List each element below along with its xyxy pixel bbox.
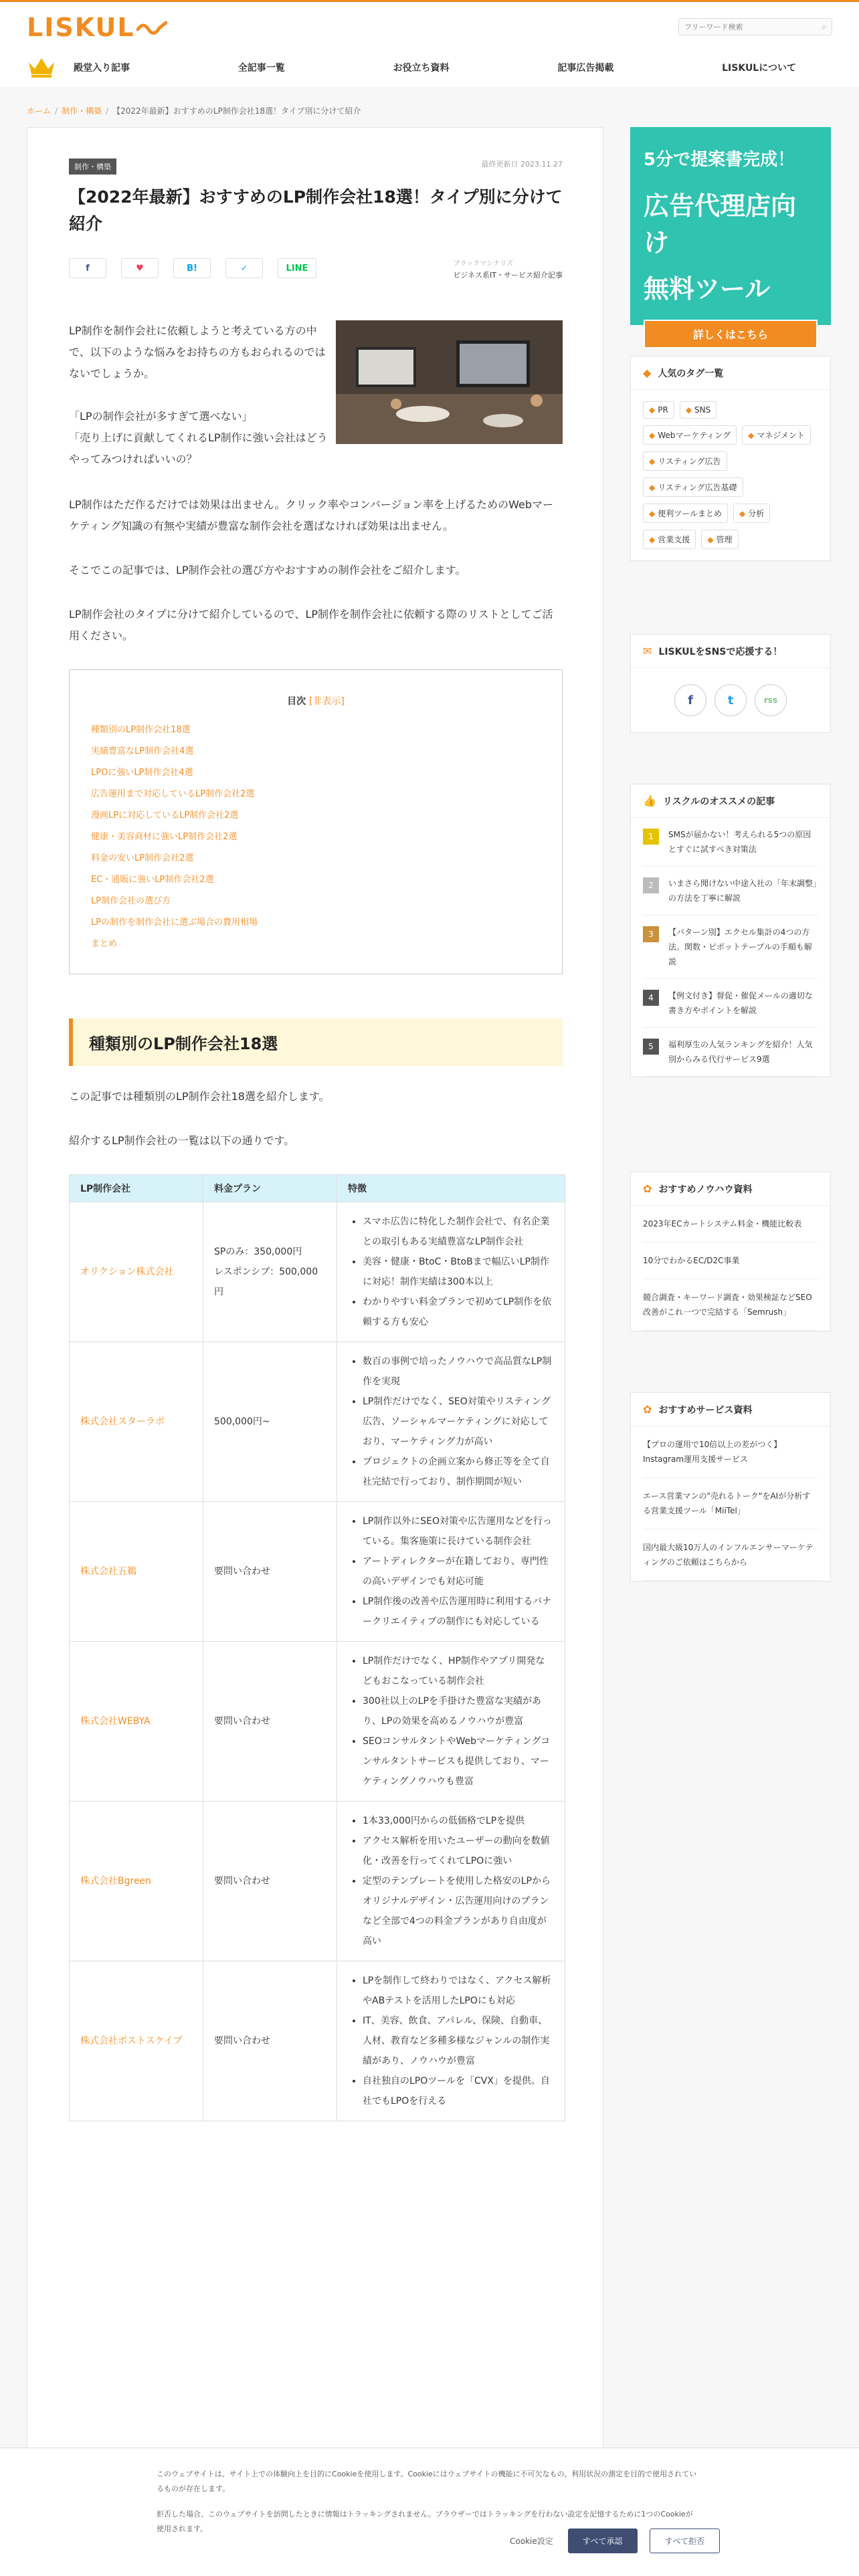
feature-item: • 自社独自のLPOツールを「CVX」を提供。自社でもLPOを行える xyxy=(363,2071,554,2111)
knowhow-link[interactable]: 競合調査・キーワード調査・効果検証などSEO改善がこれ一つで完結する「Semrush」 xyxy=(643,1279,818,1331)
rank-number: 4 xyxy=(643,990,659,1006)
thumbs-up-icon: 👍 xyxy=(643,794,656,807)
feature-item: • LP制作だけでなく、SEO対策やリスティング広告、ソーシャルマーケティングに対応しており、マーケティング力が高い xyxy=(363,1392,554,1452)
intro xyxy=(69,320,563,492)
toc-item[interactable]: EC・通販に強いLP制作会社2選 xyxy=(91,875,214,885)
features-cell xyxy=(337,1502,565,1642)
nav-item-about[interactable]: LISKULについて xyxy=(722,63,796,74)
ranking-title: 【パターン別】エクセル集計の4つの方法。関数・ピボットテーブルの手順も解説 xyxy=(668,928,812,966)
ranking-item[interactable] xyxy=(643,1028,818,1077)
toc-item[interactable]: 実績豊富なLP制作会社4選 xyxy=(91,746,194,756)
feature-item: • LPを制作して終わりではなく、アクセス解析やABテストを活用したLPOにも対応 xyxy=(363,1971,554,2011)
rank-number: 2 xyxy=(643,877,659,893)
toc-item[interactable]: LPOに強いLP制作会社4選 xyxy=(91,768,193,778)
company-comparison-table xyxy=(69,1174,565,2121)
tag-label: PR xyxy=(658,405,668,415)
author-sub: ブラックマシナリズ xyxy=(453,260,513,267)
search-icon[interactable]: ⌕ xyxy=(822,21,826,31)
section-text xyxy=(69,1086,563,1152)
widget-title: LISKULをSNSで応援する！ xyxy=(658,646,783,657)
author-info xyxy=(453,257,563,280)
global-nav xyxy=(0,54,859,81)
cookie-settings-link[interactable]: Cookie設定 xyxy=(510,2537,553,2546)
tag-icon: ◆ xyxy=(649,509,656,518)
table-header: LP制作会社 xyxy=(70,1175,203,1202)
nav-item-ad-placement[interactable]: 記事広告掲載 xyxy=(557,63,614,74)
toc-item[interactable]: 種類別のLP制作会社18選 xyxy=(91,725,191,735)
toc-item[interactable]: まとめ xyxy=(91,939,118,949)
author-name[interactable]: ビジネス系IT・サービス紹介記事 xyxy=(453,271,563,280)
body-paragraph: そこでこの記事では、LP制作会社の選び方やおすすめの制作会社をご紹介します。 xyxy=(69,564,466,576)
breadcrumb-current: 【2022年最新】おすすめのLP制作会社18選！タイプ別に分けて紹介 xyxy=(112,106,361,116)
tag-label: 営業支援 xyxy=(658,535,690,544)
tag-label: SNS xyxy=(694,405,711,415)
rank-number: 3 xyxy=(643,926,659,942)
table-header-row xyxy=(70,1175,565,1202)
tag-link[interactable] xyxy=(680,401,717,419)
feature-item: • LP制作後の改善や広告運用時に利用するバナークリエイティブの制作にも対応している xyxy=(363,1592,554,1632)
search-input[interactable] xyxy=(684,23,812,31)
widget-title: おすすめノウハウ資料 xyxy=(658,1184,753,1195)
tag-icon: ◆ xyxy=(649,483,656,492)
ranking-title: SMSが届かない！考えられる5つの原因とすぐに試すべき対策法 xyxy=(668,830,812,854)
tag-link[interactable] xyxy=(643,504,728,523)
ranking-title: 【例文付き】督促・催促メールの適切な書き方やポイントを解説 xyxy=(668,991,813,1015)
toc-item[interactable]: LP制作会社の選び方 xyxy=(91,896,171,906)
mail-icon: ✉ xyxy=(643,645,652,657)
logo-wave-icon xyxy=(136,17,167,37)
feature-item: • 数百の事例で培ったノウハウで高品質なLP制作を実現 xyxy=(363,1352,554,1392)
tag-label: Webマーケティング xyxy=(658,431,731,440)
tag-icon: ◆ xyxy=(649,431,656,440)
feature-item: • 美容・健康・BtoC・BtoBまで幅広いLP制作に対応！制作実績は300本以上 xyxy=(363,1252,554,1292)
tag-label: 管理 xyxy=(716,535,733,544)
tag-label: リスティング広告 xyxy=(658,457,721,466)
tag-icon: ◆ xyxy=(747,431,755,440)
body-paragraph: LP制作会社のタイプに分けて紹介しているので、LP制作を制作会社に依頼する際のリストとしてご活用ください。 xyxy=(69,608,553,642)
widget-heading xyxy=(631,356,830,390)
service-widget xyxy=(630,1392,831,1582)
tag-label: 便利ツールまとめ xyxy=(658,509,722,518)
tag-icon: ◆ xyxy=(649,457,656,466)
price-cell: 要問い合わせ xyxy=(203,1961,337,2121)
widget-title: リスクルのオススメの記事 xyxy=(662,796,775,807)
tag-link[interactable] xyxy=(643,401,674,419)
tag-icon: ◆ xyxy=(643,366,652,379)
toc-item[interactable]: 健康・美容商材に強いLP制作会社2選 xyxy=(91,832,237,842)
price-cell: 500,000円~ xyxy=(203,1342,337,1502)
feature-item: • アクセス解析を用いたユーザーの動向を数値化・改善を行ってくれてLPOに強い xyxy=(363,1831,554,1871)
table-of-contents xyxy=(69,669,563,974)
ad-line3: 無料ツール xyxy=(644,274,771,304)
logo-text: LISKUL xyxy=(27,13,135,42)
cookie-text: 拒否した場合、このウェブサイトを訪問したときに情報はトラッキングされません。ブラウザーではトラッキングを行わない設定を記憶するために1つのCookieが使用されます。 xyxy=(157,2510,693,2533)
section-paragraph: 紹介するLP制作会社の一覧は以下の通りです。 xyxy=(69,1134,295,1147)
rss-icon[interactable]: rss xyxy=(755,684,787,716)
table-row xyxy=(70,1802,565,1961)
tag-link[interactable] xyxy=(733,504,770,523)
tag-icon: ◆ xyxy=(739,509,746,518)
feature-item: • 1本33,000円からの低価格でLPを提供 xyxy=(363,1811,554,1831)
features-cell xyxy=(337,1802,565,1961)
updated-date: 最終更新日 2023.11.27 xyxy=(481,160,563,169)
company-name-link[interactable]: 株式会社スターラボ xyxy=(70,1342,203,1502)
widget-heading xyxy=(631,635,830,668)
tag-label: 分析 xyxy=(748,509,765,518)
toc-item[interactable]: 漫画LPに対応しているLP制作会社2選 xyxy=(91,811,239,821)
table-header: 特徴 xyxy=(337,1175,565,1202)
company-name-link[interactable]: オリクション株式会社 xyxy=(70,1202,203,1342)
cookie-banner xyxy=(0,2448,859,2576)
widget-heading xyxy=(631,784,830,818)
tag-link[interactable] xyxy=(643,451,727,471)
share-hatena-button[interactable]: B! xyxy=(173,258,211,278)
share-facebook-button[interactable]: f xyxy=(69,258,106,278)
widget-heading xyxy=(631,1393,830,1426)
search-box xyxy=(678,18,832,35)
features-cell xyxy=(337,1961,565,2121)
category-badge[interactable]: 制作・構築 xyxy=(69,158,116,175)
features-cell xyxy=(337,1342,565,1502)
tag-icon: ◆ xyxy=(685,405,692,415)
company-name-link[interactable]: 株式会社WEBYA xyxy=(70,1642,203,1802)
share-line-button[interactable]: LINE xyxy=(278,258,316,278)
sns-widget xyxy=(630,634,831,733)
service-link[interactable]: 国内最大級10万人のインフルエンサーマーケティングのご依頼はこちらから xyxy=(643,1529,818,1581)
company-name-link[interactable]: 株式会社Bgreen xyxy=(70,1802,203,1961)
feature-item: • アートディレクターが在籍しており、専門性の高いデザインでも対応可能 xyxy=(363,1551,554,1592)
site-logo[interactable] xyxy=(27,13,167,42)
ranking-item[interactable] xyxy=(643,916,818,979)
tag-icon: ◆ xyxy=(649,535,656,544)
intro-paragraph: LP制作を制作会社に依頼しようと考えている方の中で、以下のような悩みをお持ちの方もおられるのではないでしょうか。 xyxy=(69,324,326,380)
ranking-item[interactable] xyxy=(643,979,818,1028)
toc-item[interactable]: LPの制作を制作会社に選ぶ場合の費用相場 xyxy=(91,918,258,928)
ranking-item[interactable] xyxy=(643,818,818,867)
share-twitter-button[interactable]: ✓ xyxy=(225,258,263,278)
cookie-text: このウェブサイトは、サイト上での体験向上を目的にCookieを使用します。Cookieにはウェブサイトの機能に不可欠なもの、利用状況の測定を目的で使用されているものが存在します。 xyxy=(157,2470,697,2493)
toc-item[interactable]: 広告運用まで対応しているLP制作会社2選 xyxy=(91,789,255,799)
article-hero-image xyxy=(336,320,563,444)
article xyxy=(27,127,603,2535)
tag-link[interactable] xyxy=(643,425,737,445)
table-row xyxy=(70,1202,565,1342)
nav-item-resources[interactable]: お役立ち資料 xyxy=(393,63,450,74)
price-cell: 要問い合わせ xyxy=(203,1802,337,1961)
table-row xyxy=(70,1502,565,1642)
table-header: 料金プラン xyxy=(203,1175,337,1202)
widget-title: 人気のタグ一覧 xyxy=(658,368,724,379)
knowhow-link[interactable]: 2023年ECカートシステム料金・機能比較表 xyxy=(643,1206,818,1243)
page-title: 【2022年最新】おすすめのLP制作会社18選！タイプ別に分けて紹介 xyxy=(69,187,563,233)
toc-title: 目次 xyxy=(287,696,306,707)
tag-link[interactable] xyxy=(742,425,811,445)
feature-item: • 定型のテンプレートを使用した格安のLPからオリジナルデザイン・広告運用向けのプランなど全部で4つの料金プランがあり自由度が高い xyxy=(363,1871,554,1951)
nav-item-hall-of-fame[interactable]: 殿堂入り記事 xyxy=(74,63,130,74)
tag-label: マネジメント xyxy=(757,431,805,440)
cookie-accept-button[interactable]: すべて承認 xyxy=(568,2529,638,2553)
price-cell: SPのみ：350,000円 レスポンシブ：500,000円 xyxy=(203,1202,337,1342)
facebook-icon[interactable]: f xyxy=(674,684,706,716)
breadcrumb-category[interactable]: 制作・構築 xyxy=(62,106,102,116)
tag-link[interactable] xyxy=(701,530,738,549)
intro-paragraph: 「LPの制作会社が多すぎて選べない」 「売り上げに貢献してくれるLP制作に強い会社はどうやってみつければいいの？ xyxy=(69,410,328,465)
knowhow-link[interactable]: 10分でわかるEC/D2C事業 xyxy=(643,1243,818,1279)
company-name-link[interactable]: 株式会社五鵜 xyxy=(70,1502,203,1642)
rank-number: 1 xyxy=(643,829,659,845)
ranking-title: 福利厚生の人気ランキングを紹介！人気別からみる代行サービス9選 xyxy=(668,1040,813,1064)
popular-tags-widget xyxy=(630,356,831,561)
squirrel-icon: ✿ xyxy=(643,1182,652,1195)
feature-item: • プロジェクトの企画立案から修正等を全て自社完結で行っており、制作期間が短い xyxy=(363,1452,554,1492)
ad-banner[interactable] xyxy=(630,127,831,341)
table-row xyxy=(70,1642,565,1802)
ad-line2: 広告代理店向け xyxy=(644,191,797,257)
breadcrumb-home[interactable]: ホーム xyxy=(27,106,52,116)
crown-icon xyxy=(27,56,56,78)
toc-item[interactable]: 料金の安いLP制作会社2選 xyxy=(91,853,194,863)
price-cell: 要問い合わせ xyxy=(203,1502,337,1642)
feature-item: • IT、美容、飲食、アパレル、保険、自動車、人材、教育など多種多様なジャンルの制作実績があり、ノウハウが豊富 xyxy=(363,2011,554,2071)
ranking-item[interactable] xyxy=(643,867,818,916)
table-row xyxy=(70,1342,565,1502)
breadcrumb: ホーム / 制作・構築 / 【2022年最新】おすすめのLP制作会社18選！タイプ別に分けて紹介 xyxy=(27,106,361,116)
section-heading: 種類別のLP制作会社18選 xyxy=(69,1018,563,1066)
feature-item: • わかりやすい料金プランで初めてLP制作を依頼する方も安心 xyxy=(363,1292,554,1332)
service-link[interactable]: 【プロの運用で10倍以上の差がつく】Instagram運用支援サービス xyxy=(643,1426,818,1478)
feature-item: • スマホ広告に特化した制作会社で、有名企業との取引もある実績豊富なLP制作会社 xyxy=(363,1212,554,1252)
body-paragraph: LP制作はただ作るだけでは効果は出ません。クリック率やコンバージョン率を上げるためのWebマーケティング知識の有無や実績が豊富な制作会社を選ばなければ効果は出ません。 xyxy=(69,498,554,532)
table-row xyxy=(70,1961,565,2121)
squirrel-icon: ✿ xyxy=(643,1403,652,1416)
ad-cta-button[interactable]: 詳しくはこちら xyxy=(644,320,818,348)
widget-heading xyxy=(631,1172,830,1206)
cookie-reject-button[interactable]: すべて拒否 xyxy=(650,2529,721,2553)
features-cell xyxy=(337,1642,565,1802)
feature-item: • LP制作だけでなく、HP制作やアプリ開発などもおこなっている制作会社 xyxy=(363,1651,554,1691)
company-name-link[interactable]: 株式会社ポストスケイプ xyxy=(70,1961,203,2121)
tag-label: リスティング広告基礎 xyxy=(658,483,737,492)
article-body xyxy=(69,494,563,647)
feature-item: • SEOコンサルタントやWebマーケティングコンサルタントサービスも提供しており、マーケティングノウハウも豊富 xyxy=(363,1731,554,1792)
nav-item-all-articles[interactable]: 全記事一覧 xyxy=(237,63,285,74)
site-header xyxy=(0,0,859,87)
tag-link[interactable] xyxy=(643,477,743,497)
ranking-widget xyxy=(630,784,831,1077)
rank-number: 5 xyxy=(643,1039,659,1055)
knowhow-widget xyxy=(630,1172,831,1331)
share-buttons xyxy=(69,256,563,280)
section-paragraph: この記事では種類別のLP制作会社18選を紹介します。 xyxy=(69,1090,330,1103)
widget-title: おすすめサービス資料 xyxy=(658,1404,753,1416)
tag-icon: ◆ xyxy=(649,405,656,415)
ranking-title: いまさら聞けない中途入社の「年末調整」の方法を丁寧に解説 xyxy=(668,879,818,903)
feature-item: • 300社以上のLPを手掛けた豊富な実績があり、LPの効果を高めるノウハウが豊富 xyxy=(363,1691,554,1731)
feature-item: • LP制作以外にSEO対策や広告運用などを行っている。集客施策に長けている制作会社 xyxy=(363,1511,554,1551)
toc-toggle-button[interactable]: [非表示] xyxy=(308,696,345,707)
tag-icon: ◆ xyxy=(707,535,714,544)
share-pocket-button[interactable]: ♥ xyxy=(121,258,159,278)
tag-link[interactable] xyxy=(643,530,696,549)
twitter-icon[interactable]: t xyxy=(714,684,747,716)
ad-line1: 5分で提案書完成！ xyxy=(644,150,795,170)
toc-heading xyxy=(91,694,541,708)
service-link[interactable]: エース営業マンの"売れるトーク"をAIが分析する営業支援ツール「MiiTel」 xyxy=(643,1478,818,1529)
price-cell: 要問い合わせ xyxy=(203,1642,337,1802)
features-cell xyxy=(337,1202,565,1342)
